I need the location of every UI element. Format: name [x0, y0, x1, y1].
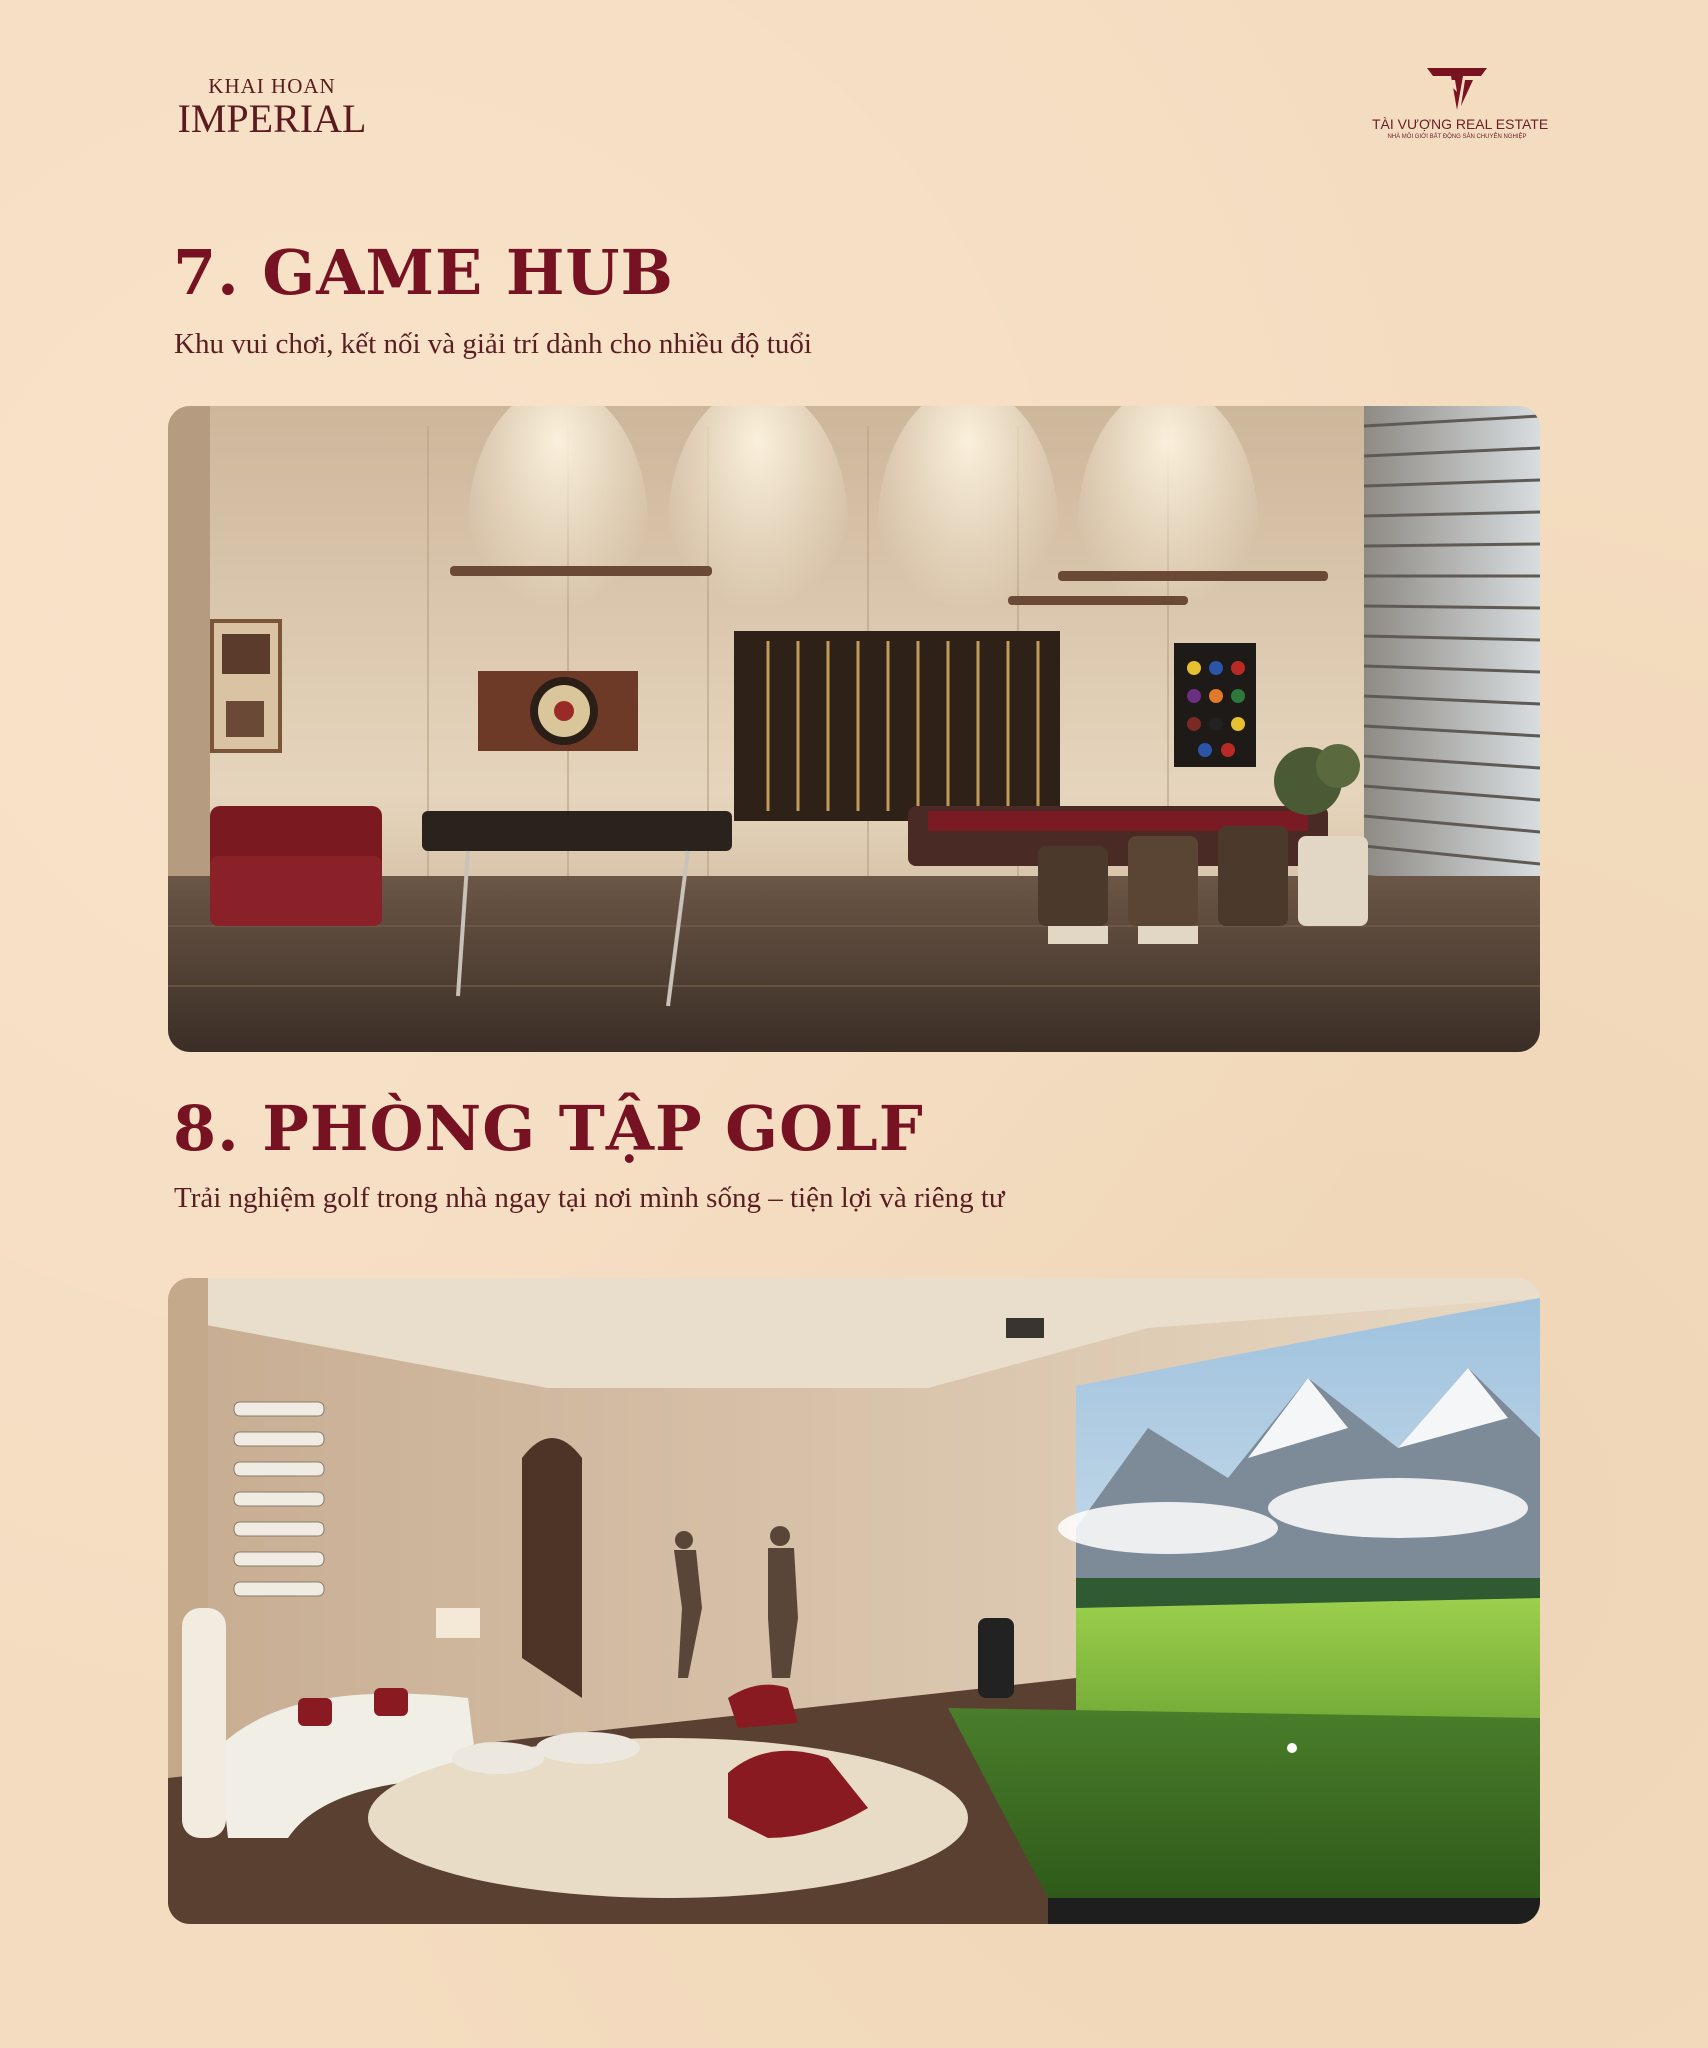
section-title-golf-room: 8. PHÒNG TẬP GOLF	[173, 1092, 924, 1165]
golf-room-photo	[168, 1278, 1540, 1924]
tv-monogram-icon	[1425, 66, 1489, 112]
section-subtitle-golf-room: Trải nghiệm golf trong nhà ngay tại nơi mình sống – tiện lợi và riêng tư	[174, 1182, 1005, 1214]
logo-top-text: KHAI HOAN	[208, 74, 336, 98]
section-title-game-hub: 7. GAME HUB	[173, 236, 674, 309]
tai-vuong-logo	[1372, 66, 1549, 140]
khai-hoan-imperial-logo	[166, 74, 378, 140]
game-room-photo	[168, 406, 1540, 1052]
section-subtitle-game-hub: Khu vui chơi, kết nối và giải trí dành cho nhiều độ tuổi	[174, 328, 812, 360]
agency-tagline: NHÀ MÔI GIỚI BẤT ĐỘNG SẢN CHUYÊN NGHIỆP	[1387, 134, 1527, 140]
logo-main-text: IMPERIAL	[177, 96, 367, 141]
agency-name: TÀI VƯỢNG REAL ESTATE	[1372, 116, 1549, 132]
